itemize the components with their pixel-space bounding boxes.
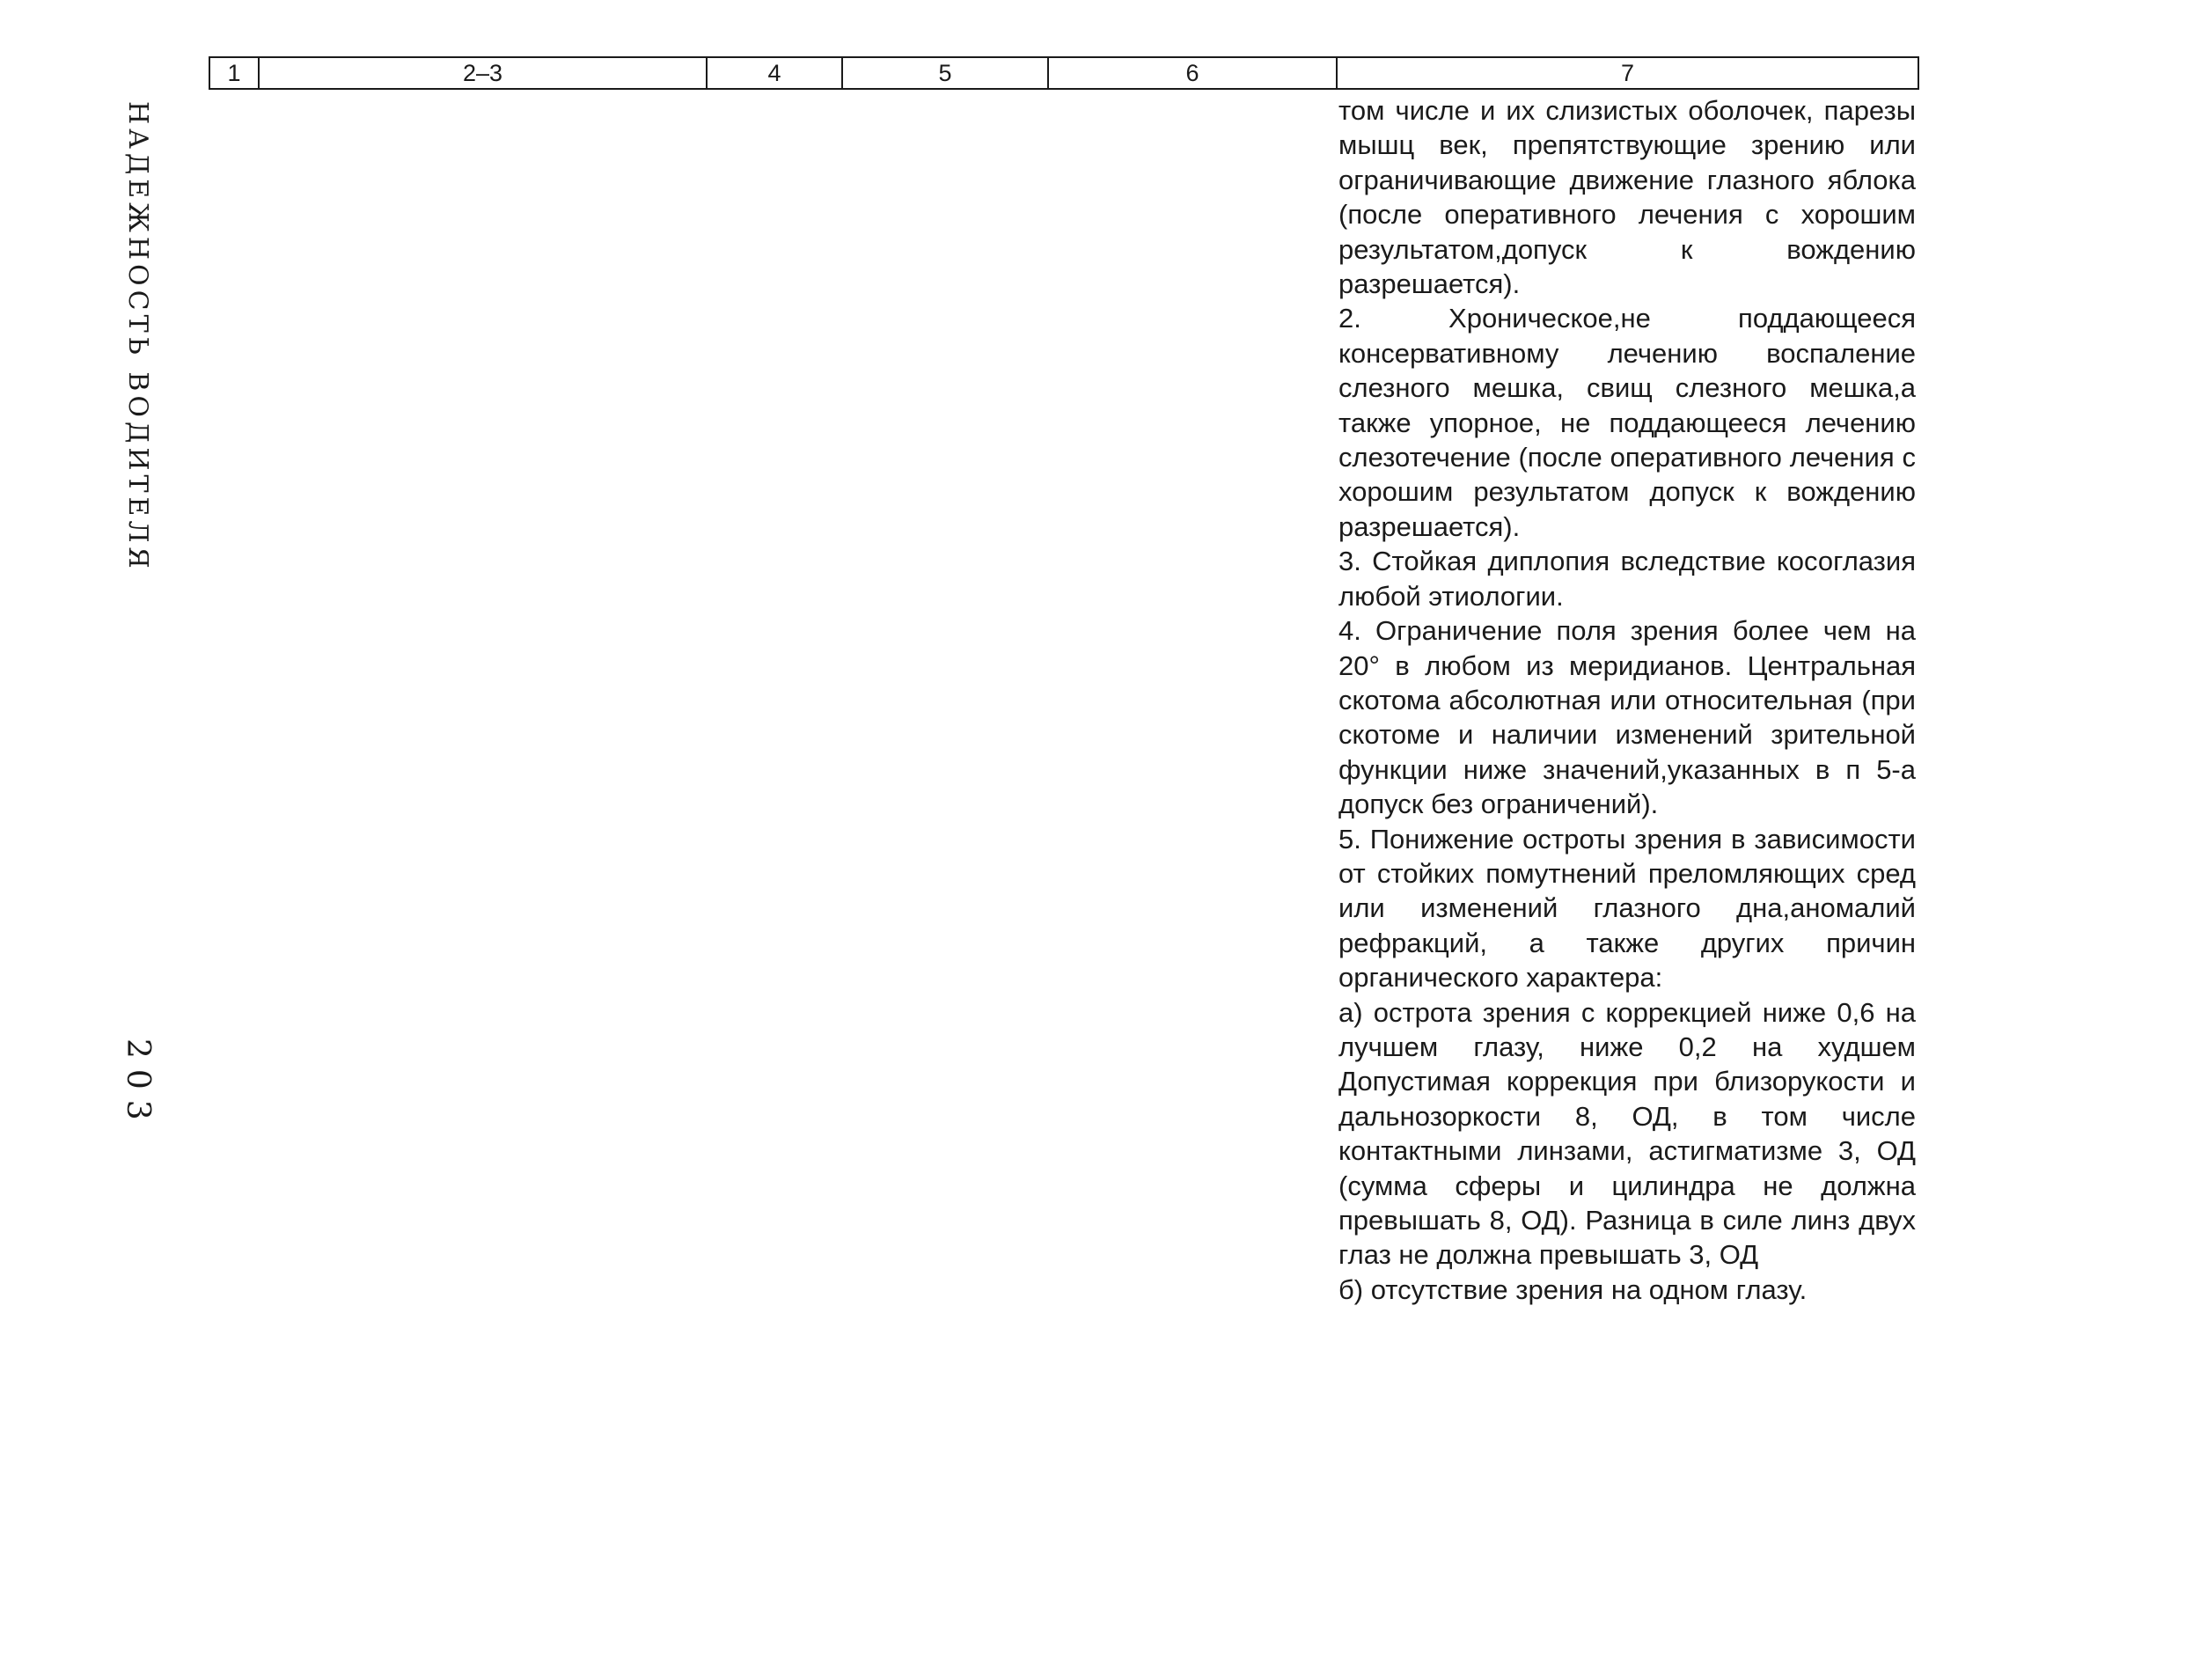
paragraph-continuation: том числе и их слизистых оболочек, парезы мышц век, препятствующие зрению или ограничивающие движение глазного яблока (после оперативного лечения с хорошим результатом,допуск к вождению разрешается). [1338,95,1916,300]
column-header-1: 1 [210,58,260,88]
side-header [115,101,159,1157]
paragraph-item-5: 5. Понижение остроты зрения в зависимости от стойких помутнений преломляющих сред или изменений глазного дна,аномалий рефракций, а также других причин органического характера: [1338,823,1916,994]
column-header-6: 6 [1049,58,1338,88]
paragraph-item-2: 2. Хроническое,не поддающееся консервативному лечению воспаление слезного мешка, свищ слезного мешка,а также упорное, не поддающееся лечению слезотечение (после оперативного лечения с хорошим результатом допуск к вождению разрешается). [1338,303,1916,542]
running-title: НАДЕЖНОСТЬ ВОДИТЕЛЯ [122,101,153,573]
paragraph-item-4: 4. Ограничение поля зрения более чем на 20° в любом из меридианов. Центральная скотома абсолютная или относительная (при скотоме и наличии изменений зрительной функции ниже значений,указанных в п 5-а допуск без ограничений). [1338,615,1916,820]
column-header-7: 7 [1620,60,1635,86]
column-header-5: 5 [843,58,1049,88]
paragraph-item-5b: б) отсутствие зрения на одном глазу. [1338,1273,1808,1305]
column-header-2-3: 2–3 [260,58,708,88]
column-header-4: 4 [708,58,843,88]
page-number: 203 [120,1038,156,1131]
column-7-content [1338,93,1916,1307]
table-header-row [209,56,1919,90]
paragraph-item-5a: а) острота зрения с коррекцией ниже 0,6 на лучшем глазу, ниже 0,2 на худшем Допустимая коррекция при близорукости и дальнозоркости 8, ОД, в том числе контактными линзами, астигматизме 3, ОД (сумма сферы и цилиндра не должна превышать 8, ОД). Разница в силе линз двух глаз не должна превышать 3, ОД [1338,996,1916,1271]
paragraph-item-3: 3. Стойкая диплопия вследствие косоглазия любой этиологии. [1338,546,1916,612]
